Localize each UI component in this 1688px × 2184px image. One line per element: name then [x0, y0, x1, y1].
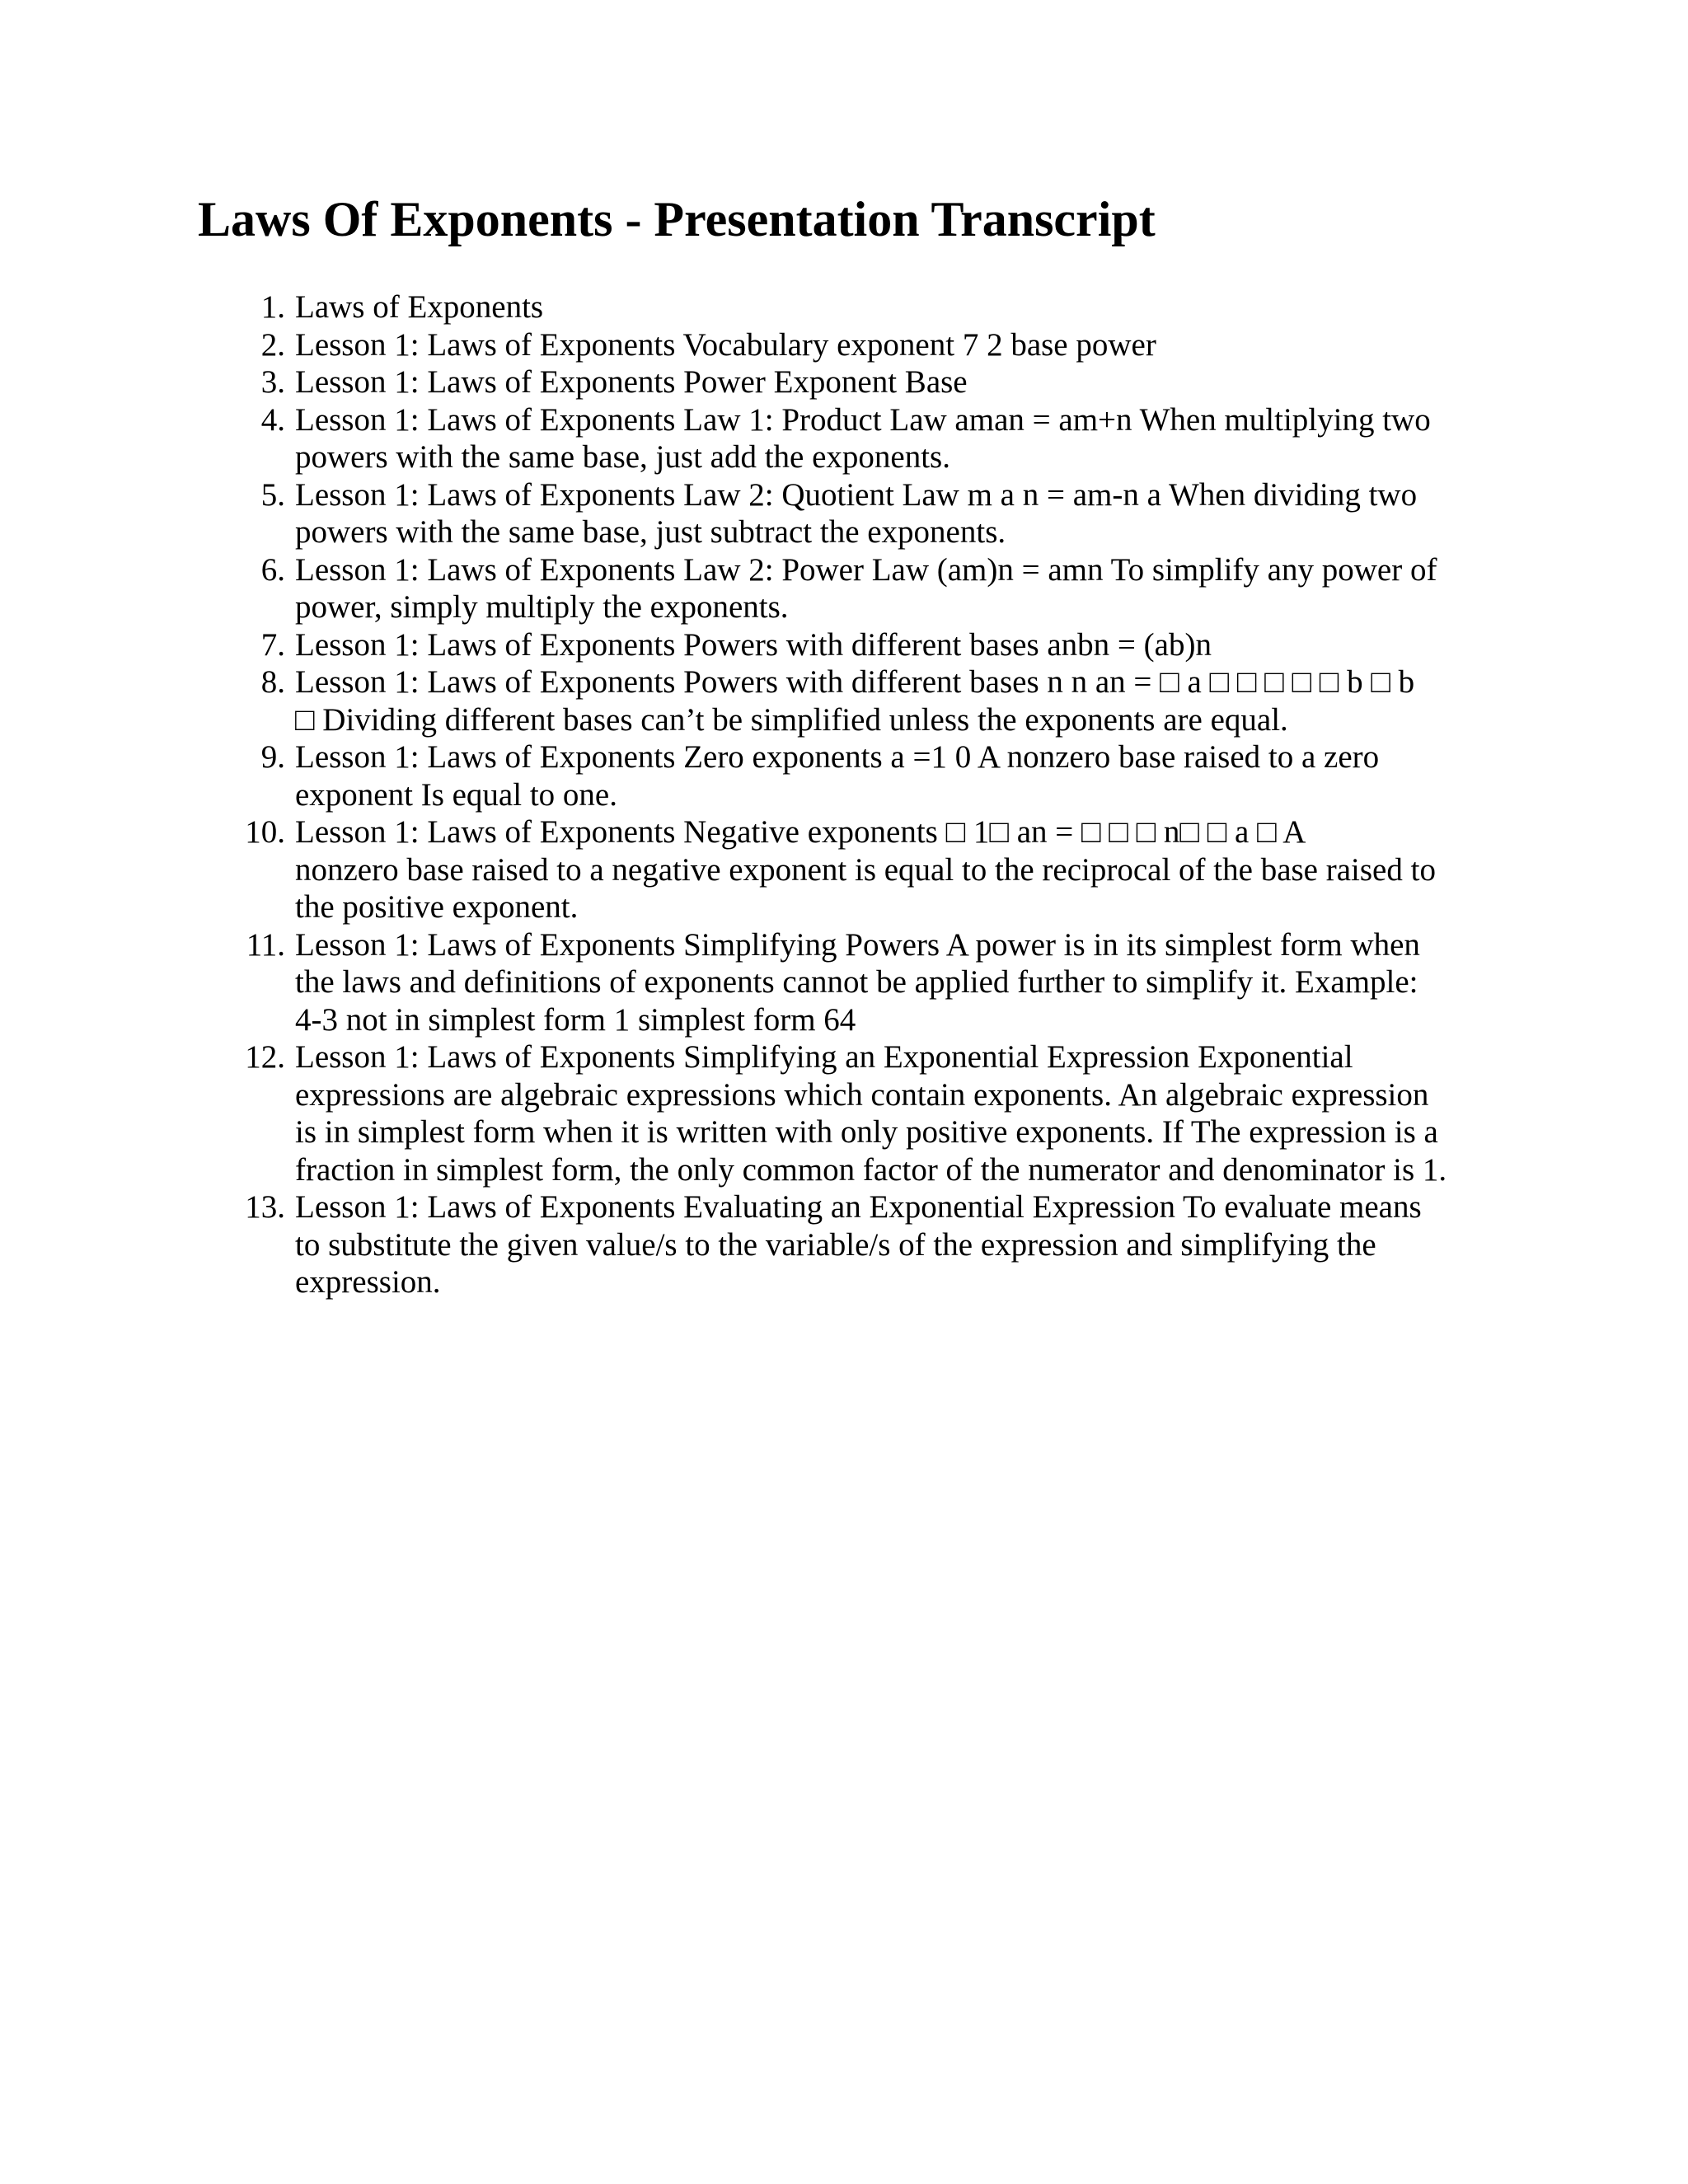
list-item-text-line: Lesson 1: Laws of Exponents Law 2: Power Law (am)n = amn To simplify any power of — [295, 551, 1437, 588]
list-item-text-line: Lesson 1: Laws of Exponents Simplifying Powers A power is in its simplest form when — [295, 926, 1420, 963]
list-item-number: 13. — [245, 1189, 285, 1225]
list-item-text-line: fraction in simplest form, the only common factor of the numerator and denominator is 1. — [295, 1151, 1447, 1188]
list-item-number: 12. — [245, 1039, 285, 1075]
list-item-text-line: Lesson 1: Laws of Exponents Simplifying an Exponential Expression Exponential — [295, 1039, 1353, 1075]
list-item-text-line: Lesson 1: Laws of Exponents Powers with different bases n n an = □ a □ □ □ □ □ b □ b — [295, 664, 1415, 700]
list-item — [0, 551, 1482, 626]
list-item — [0, 401, 1482, 476]
list-item-text-line: □ Dividing different bases can’t be simplified unless the exponents are equal. — [295, 701, 1288, 738]
list-item-number: 11. — [246, 926, 285, 963]
list-item-number: 2. — [260, 326, 285, 363]
list-item-number: 10. — [245, 814, 285, 850]
list-item-number: 8. — [260, 664, 285, 700]
list-item-text-line: power, simply multiply the exponents. — [295, 589, 789, 625]
list-item — [0, 738, 1482, 813]
list-item-text-line: expressions are algebraic expressions which contain exponents. An algebraic expression — [295, 1076, 1429, 1113]
list-item-text-line: to substitute the given value/s to the variable/s of the expression and simplifying the — [295, 1226, 1376, 1263]
list-item-text-line: the laws and definitions of exponents cannot be applied further to simplify it. Example: — [295, 964, 1418, 1000]
list-item-text-line: Laws of Exponents — [295, 289, 544, 325]
list-item-text-line: Lesson 1: Laws of Exponents Negative exponents □ 1□ an = □ □ □ n□ □ a □ A — [295, 814, 1306, 850]
list-item-text-line: Lesson 1: Laws of Exponents Evaluating an Exponential Expression To evaluate means — [295, 1189, 1422, 1225]
list-item — [0, 926, 1482, 1039]
list-item-text-line: Lesson 1: Laws of Exponents Powers with different bases anbn = (ab)n — [295, 626, 1212, 663]
list-item-number: 4. — [260, 401, 285, 438]
list-item-text-line: Lesson 1: Laws of Exponents Law 1: Product Law aman = am+n When multiplying two — [295, 401, 1431, 438]
list-item-text-line: 4-3 not in simplest form 1 simplest form 64 — [295, 1001, 856, 1038]
list-item-number: 6. — [260, 551, 285, 588]
list-item-text-line: nonzero base raised to a negative exponent is equal to the reciprocal of the base raised to — [295, 851, 1436, 888]
list-item — [0, 326, 1482, 364]
list-item-text-line: exponent Is equal to one. — [295, 776, 617, 813]
list-item-text-line: powers with the same base, just add the exponents. — [295, 439, 950, 475]
list-item — [0, 1188, 1482, 1301]
list-item — [0, 476, 1482, 551]
list-item-text-line: the positive exponent. — [295, 889, 579, 925]
list-item-text-line: expression. — [295, 1264, 441, 1300]
list-item — [0, 663, 1482, 738]
transcript-list — [0, 288, 1688, 1301]
list-item-text-line: Lesson 1: Laws of Exponents Power Exponent Base — [295, 364, 968, 400]
list-item-text-line: is in simplest form when it is written with only positive exponents. If The expression is a — [295, 1114, 1438, 1150]
list-item — [0, 288, 1482, 326]
list-item-text-line: Lesson 1: Laws of Exponents Law 2: Quotient Law m a n = am-n a When dividing two — [295, 476, 1418, 513]
list-item-number: 3. — [260, 364, 285, 400]
list-item — [0, 1038, 1482, 1188]
list-item — [0, 626, 1482, 664]
list-item-text-line: Lesson 1: Laws of Exponents Zero exponents a =1 0 A nonzero base raised to a zero — [295, 739, 1380, 775]
list-item — [0, 363, 1482, 401]
list-item — [0, 813, 1482, 926]
list-item-text-line: powers with the same base, just subtract the exponents. — [295, 514, 1006, 550]
list-item-number: 9. — [260, 739, 285, 775]
list-item-number: 7. — [260, 626, 285, 663]
list-item-text-line: Lesson 1: Laws of Exponents Vocabulary exponent 7 2 base power — [295, 326, 1156, 363]
list-item-number: 5. — [260, 476, 285, 513]
document-title: Laws Of Exponents - Presentation Transcript — [198, 192, 1156, 246]
list-item-number: 1. — [260, 289, 285, 325]
